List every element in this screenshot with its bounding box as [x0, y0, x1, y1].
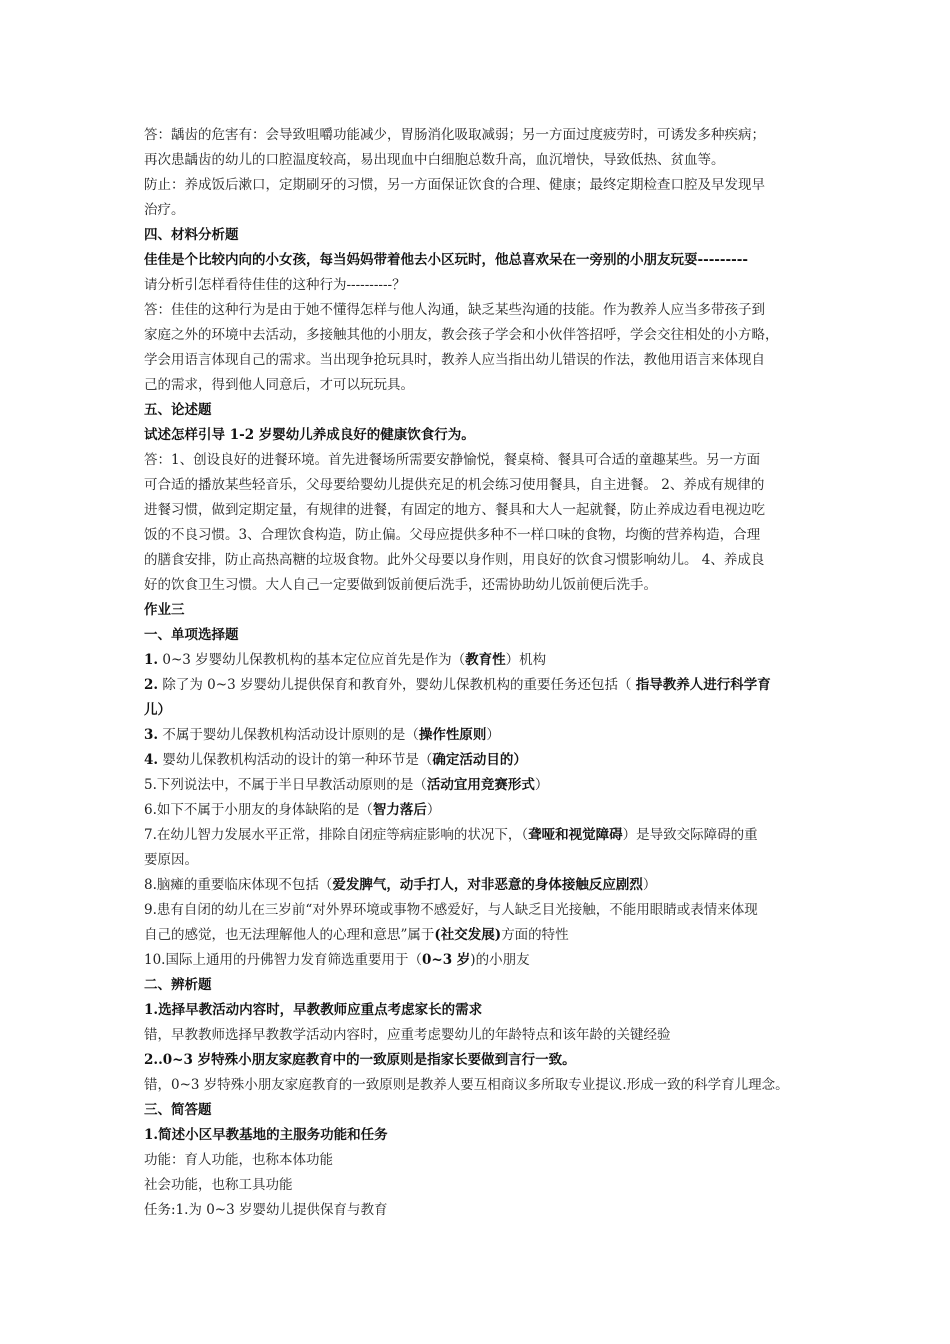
answer-text: 指导教养人进行科学育 — [635, 677, 771, 693]
question-line — [144, 923, 815, 948]
text-line: 己的需求，得到他人同意后，才可以玩玩具。 — [144, 377, 414, 393]
question-text: ） — [426, 802, 441, 818]
answer-text: 确定活动目的） — [432, 752, 527, 768]
text-line: 防止：养成饭后漱口，定期刷牙的习惯，另一方面保证饮食的合理、健康；最终定期检查口腔及早发现早 — [144, 177, 765, 193]
question-line — [144, 773, 815, 798]
text-line: 可合适的播放某些轻音乐，父母要给婴幼儿提供充足的机会练习使用餐具，自主进餐。 2、养成有规律的 — [144, 477, 765, 493]
question-text: ） — [642, 877, 657, 893]
heading-line: 四、材料分析题 — [144, 227, 239, 243]
text-line: 任务:1.为 0~3 岁婴幼儿提供保育与教育 — [144, 1202, 388, 1218]
text-line: 功能：育人功能，也称本体功能 — [144, 1152, 333, 1168]
text-line: 错，早教教师选择早教教学活动内容时，应重考虑婴幼儿的年龄特点和该年龄的关键经验 — [144, 1027, 671, 1043]
question-text: 不属于婴幼儿保教机构活动设计原则的是（ — [158, 727, 419, 743]
heading-line: 1.选择早教活动内容时，早教教师应重点考虑家长的需求 — [144, 1002, 483, 1018]
text-line: 学会用语言体现自己的需求。当出现争抢玩具时，教养人应当指出幼儿错误的作法，教他用语言来体现自 — [144, 352, 765, 368]
question-number: 2. — [144, 677, 159, 693]
question-text: 10.国际上通用的丹佛智力发育筛选重要用于（ — [144, 952, 422, 968]
question-line — [144, 723, 815, 748]
heading-line: 一、单项选择题 — [144, 627, 239, 643]
heading-line: 试述怎样引导 1-2 岁婴幼儿养成良好的健康饮食行为。 — [144, 427, 475, 443]
question-line — [144, 873, 815, 898]
question-text: 0~3 岁婴幼儿保教机构的基本定位应首先是作为（ — [158, 652, 466, 668]
text-line: 的膳食安排，防止高热高糖的垃圾食物。此外父母要以身作则，用良好的饮食习惯影响幼儿。 4、养成良 — [144, 552, 765, 568]
question-number: 3. — [144, 727, 159, 743]
question-text: 8.脑瘫的重要临床体现不包括（ — [144, 877, 333, 893]
text-line: 答：佳佳的这种行为是由于她不懂得怎样与他人沟通，缺乏某些沟通的技能。作为教养人应当多带孩子到 — [144, 302, 765, 318]
heading-line: 2..0~3 岁特殊小朋友家庭教育中的一致原则是指家长要做到言行一致。 — [144, 1052, 576, 1068]
question-text: )的小朋友 — [470, 952, 530, 968]
text-line: 答：龋齿的危害有：会导致咀嚼功能减少，胃肠消化吸取减弱；另一方面过度疲劳时，可诱发多种疾病； — [144, 127, 765, 143]
question-line — [144, 948, 815, 973]
question-text: ） — [486, 727, 500, 743]
text-line: 答：1、创设良好的进餐环境。首先进餐场所需要安静愉悦，餐桌椅、餐具可合适的童趣某些。另一方面 — [144, 452, 761, 468]
text-line: 进餐习惯，做到定期定量，有规律的进餐，有固定的地方、餐具和大人一起就餐，防止养成边看电视边吃 — [144, 502, 765, 518]
question-line — [144, 673, 815, 698]
question-number: 1. — [144, 652, 159, 668]
heading-line: 佳佳是个比较内向的小女孩，每当妈妈带着他去小区玩时，他总喜欢呆在一旁别的小朋友玩耍--------- — [144, 252, 748, 268]
heading-line: 三、简答题 — [144, 1102, 212, 1118]
text-line: 家庭之外的环境中去活动，多接触其他的小朋友，教会孩子学会和小伙伴答招呼，学会交往相处的小方略， — [144, 327, 779, 343]
heading-line: 二、辨析题 — [144, 977, 212, 993]
answer-text: 智力落后 — [372, 802, 427, 818]
text-line: 9.患有自闭的幼儿在三岁前“对外界环境或事物不感爱好，与人缺乏目光接触，不能用眼睛或表情来体现 — [144, 902, 758, 918]
text-line: 请分析引怎样看待佳佳的这种行为----------？ — [144, 277, 406, 293]
answer-text: 聋哑和视觉障碍 — [528, 827, 623, 843]
question-text: 自己的感觉，也无法理解他人的心理和意思”属于 — [144, 927, 435, 943]
answer-text: 爱发脾气，动手打人，对非恶意的身体接触反应剧烈 — [332, 877, 643, 893]
text-line: 饭的不良习惯。3、合理饮食构造，防止偏。父母应提供多种不一样口味的食物，均衡的营养构造，合理 — [144, 527, 761, 543]
heading-line: 儿） — [144, 702, 171, 718]
question-line — [144, 748, 815, 773]
question-line — [144, 823, 815, 848]
text-line: 好的饮食卫生习惯。大人自己一定要做到饭前便后洗手，还需协助幼儿饭前便后洗手。 — [144, 577, 657, 593]
heading-line: 五、论述题 — [144, 402, 212, 418]
text-line: 错，0~3 岁特殊小朋友家庭教育的一致原则是教养人要互相商议多所取专业提议.形成一致的科学育儿理念。 — [144, 1077, 789, 1093]
heading-line: 1.简述小区早教基地的主服务功能和任务 — [144, 1127, 388, 1143]
question-text: ）是导致交际障碍的重 — [622, 827, 758, 843]
question-text: 除了为 0~3 岁婴幼儿提供保育和教育外，婴幼儿保教机构的重要任务还包括（ — [158, 677, 636, 693]
question-text: 婴幼儿保教机构活动的设计的第一种环节是（ — [158, 752, 433, 768]
question-text: 5.下列说法中，不属于半日早教活动原则的是（ — [144, 777, 427, 793]
answer-text: 活动宜用竞赛形式 — [426, 777, 535, 793]
answer-text: 教育性 — [465, 652, 506, 668]
question-text: 6.如下不属于小朋友的身体缺陷的是（ — [144, 802, 373, 818]
question-text: ） — [534, 777, 549, 793]
answer-text: 0~3 岁 — [421, 952, 471, 968]
question-line — [144, 798, 815, 823]
heading-line: 作业三 — [144, 602, 185, 618]
text-line: 要原因。 — [144, 852, 198, 868]
question-number: 4. — [144, 752, 159, 768]
answer-text: (社交发展) — [434, 927, 502, 943]
answer-text: 操作性原则 — [418, 727, 487, 743]
question-text: 方面的特性 — [501, 927, 569, 943]
question-line — [144, 648, 815, 673]
question-text: 7.在幼儿智力发展水平正常，排除自闭症等病症影响的状况下，（ — [144, 827, 529, 843]
text-line: 治疗。 — [144, 202, 185, 218]
text-line: 再次患龋齿的幼儿的口腔温度较高，易出现血中白细胞总数升高，血沉增快，导致低热、贫血等。 — [144, 152, 725, 168]
question-text: ）机构 — [505, 652, 547, 668]
text-line: 社会功能，也称工具功能 — [144, 1177, 293, 1193]
